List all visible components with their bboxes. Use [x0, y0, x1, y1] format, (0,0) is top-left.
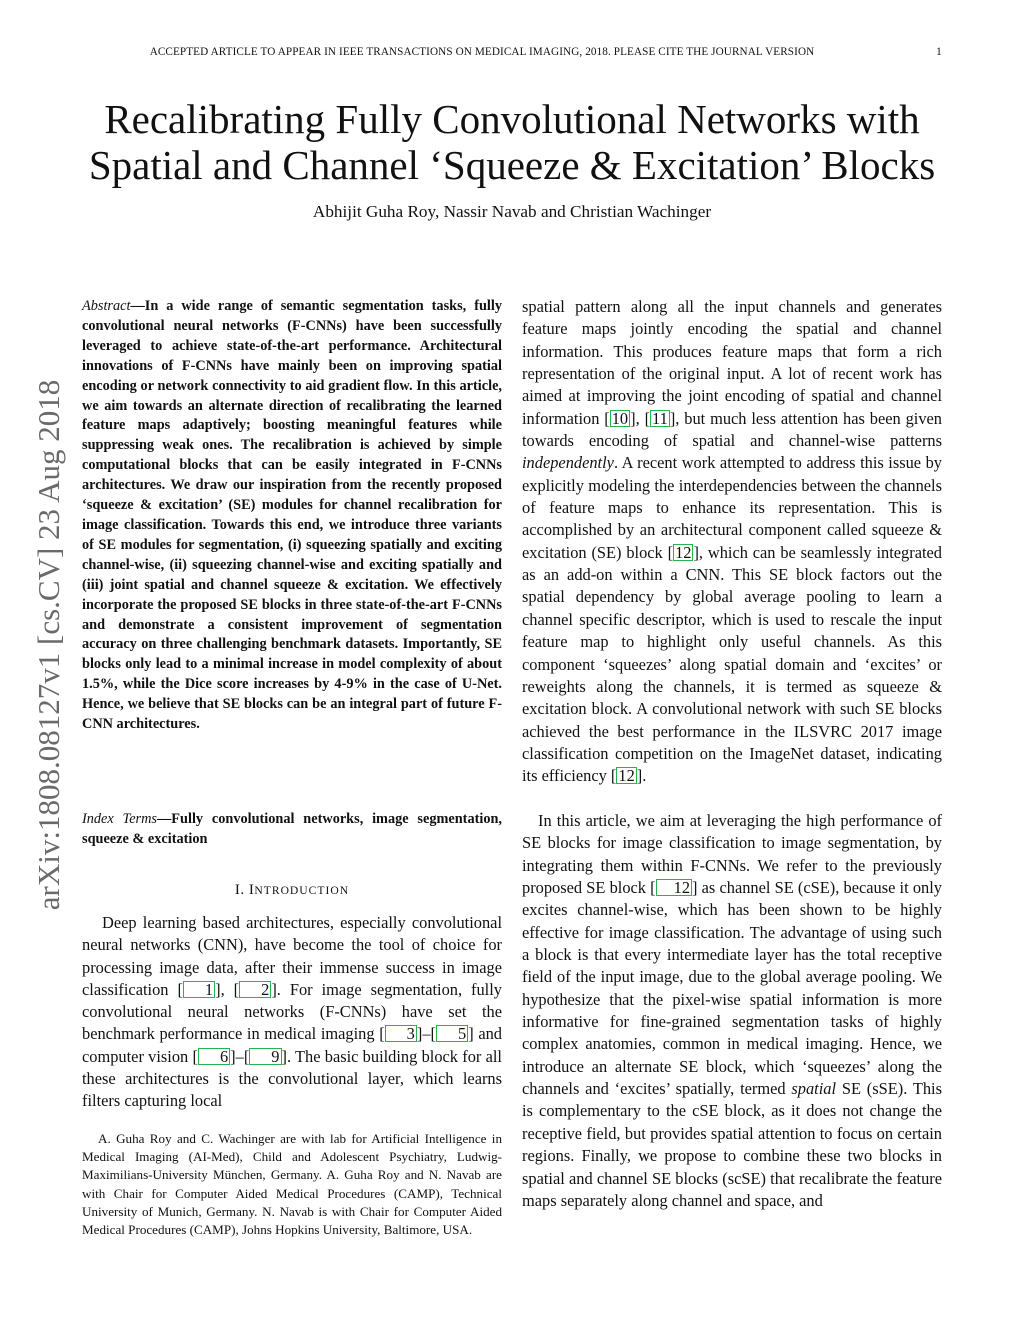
citation-link[interactable]: 12 [618, 766, 635, 786]
emphasis-text: spatial [791, 1079, 837, 1099]
body-text: SE (sSE). This is complementary to the cSE block, as it does not change the receptive field, but provides spatial attention to focus on certain regions. Finally, we propose to combine these two blocks in spatial and channel SE blocks (scSE) that recalibrate the feature maps separately along channel and space, and [522, 1079, 942, 1210]
section-heading-introduction [82, 882, 502, 899]
intro-paragraph: Deep learning based architectures, especially convolutional neural networks (CNN), have become the tool of choice for processing image data, after their immense success in image classification [ 1 ], [ 2 ]. For image segmentation, fully convolutional neural networks (F-CNNs) have set the benchmark performance in medical imaging [ 3 ]–[ 5 ] and computer vision [ 6 ]–[ 9 ]. The basic building block for all these architectures is the convolutional layer, which learns filters capturing local [82, 913, 502, 1111]
citation-link[interactable]: 6 [198, 1048, 230, 1065]
body-text: . [642, 766, 647, 786]
section-numeral: I. I [234, 882, 255, 898]
body-text: , which can be seamlessly integrated as an add-on within a CNN. This SE block factors out the spatial dependency by global average pooling to learn a channel specific descriptor, which is used to rescale the input feature map to highlight only useful channels. As this component ‘squeezes’ along spatial domain and ‘excites’ or reweights along the channels, it is termed as squeeze & excitation block. A convolutional network with such SE blocks achieved the best performance in the ILSVRC 2017 image classification competition on the ImageNet dataset, indicating its efficiency [522, 542, 942, 786]
body-text: spatial pattern along all the input channels and generates feature maps jointly encoding the spatial and channel information. This produces feature maps that form a rich representation of the original input. A lot of recent work has aimed at improving the joint encoding of spatial and channel information [522, 297, 942, 428]
emphasis-text: independently [522, 453, 614, 473]
abstract-text: —In a wide range of semantic segmentation tasks, fully convolutional neural networks (F-CNNs) have been successfully leveraged to achieve state-of-the-art performance. Architectural innovations of F-CNNs have mainly been on improving spatial encoding or network connectivity to aid gradient flow. In this article, we aim towards an alternate direction of recalibrating the learned feature maps adaptively; boosting meaningful features while suppressing weak ones. The recalibration is achieved by simple computational blocks that can be easily integrated in F-CNNs architectures. We draw our inspiration from the recently proposed ‘squeeze & excitation’ (SE) modules for channel recalibration for image classification. Towards this end, we introduce three variants of SE modules for segmentation, (i) squeezing spatially and exciting channel-wise, (ii) squeezing channel-wise and exciting spatially and (iii) joint spatial and channel squeeze & excitation. We effectively incorporate the proposed SE blocks in three state-of-the-art F-CNNs and demonstrate a consistent improvement of segmentation accuracy on three challenging benchmark datasets. Importantly, SE blocks only lead to a minimal increase in model complexity of about 1.5%, while the Dice score increases by 4-9% in the case of U-Net. Hence, we believe that SE blocks can be an integral part of future F-CNN architectures. [82, 298, 502, 733]
intro-text: – [422, 1024, 431, 1044]
citation-link[interactable]: 11 [652, 408, 668, 428]
intro-text: – [235, 1046, 244, 1066]
citation-link[interactable]: 12 [656, 879, 692, 896]
author-list: Abhijit Guha Roy, Nassir Navab and Christian Wachinger [312, 202, 712, 221]
abstract-label: Abstract [82, 298, 131, 314]
intro-text: . The basic building block for all these architectures is the convolutional layer, which learns filters capturing local [82, 1046, 502, 1111]
right-paragraph-1: spatial pattern along all the input channels and generates feature maps jointly encoding the spatial and channel information. This produces feature maps that form a rich representation of the original input. A lot of recent work has aimed at improving the joint encoding of spatial and channel information [ 10 ], [ 11 ], but much less attention has been given towards encoding of spatial and channel-wise patterns independently. A recent work attempted to address this issue by explicitly modeling the interdependencies between the channels of feature maps to enhance its representation. This is accomplished by an architectural component called squeeze & excitation (SE) block [ 12 ], which can be seamlessly integrated as an add-on within a CNN. This SE block factors out the spatial dependency by global average pooling to learn a channel specific descriptor, which is used to rescale the input feature map to highlight only useful channels. As this component ‘squeezes’ along spatial domain and ‘excites’ or reweights along the channels, it is termed as squeeze & excitation block. A convolutional network with such SE blocks achieved the best performance in the ILSVRC 2017 image classification competition on the ImageNet dataset, indicating its efficiency [ 12 ]. [522, 297, 942, 786]
affiliation-footnote: A. Guha Roy and C. Wachinger are with lab for Artificial Intelligence in Medical Imaging (AI-Med), Child and Adolescent Psychiatry, Ludwig-Maximilians-University München, Germany. A. Guha Roy and N. Navab are with Chair for Computer Aided Medical Procedures (CAMP), Technical University of Munich, Germany. N. Navab is with Chair for Computer Aided Medical Procedures (CAMP), Johns Hopkins University, Baltimore, USA. [82, 1131, 502, 1238]
index-terms-label: Index Terms [82, 811, 157, 827]
paper-title-line-1: Recalibrating Fully Convolutional Networks with [104, 96, 920, 142]
right-paragraph-2: In this article, we aim at leveraging the high performance of SE blocks for image classification to image segmentation, by integrating them within F-CNNs. We refer to the previously proposed SE block [ 12 ] as channel SE (cSE), because it only excites channel-wise, which has been shown to be highly effective for image classification. The advantage of using such a block is that every intermediate layer has the total receptive field of the input image, due to the global average pooling. We hypothesize that the pixel-wise spatial information is more informative for fine-grained segmentation tasks of highly complex anatomies, common in medical imaging. Hence, we introduce an alternate SE block, which ‘squeezes’ along the channels and ‘excites’ spatially, termed spatial SE (sSE). This is complementary to the cSE block, as it does not change the receptive field, but provides spatial attention to focus on certain regions. Finally, we propose to combine these two blocks in spatial and channel SE blocks (scSE) that recalibrate the feature maps separately along channel and space, and [522, 811, 942, 1210]
citation-link[interactable]: 3 [385, 1025, 417, 1042]
running-title: ACCEPTED ARTICLE TO APPEAR IN IEEE TRANSACTIONS ON MEDICAL IMAGING, 2018. PLEASE CITE THE JOURNAL VERSION [149, 46, 815, 58]
citation-link[interactable]: 2 [239, 981, 271, 998]
intro-text: , [220, 979, 234, 999]
body-text: as channel SE (cSE), because it only excites channel-wise, which has been shown to be highly effective for image classification. The advantage of using such a block is that every intermediate layer has the total receptive field of the input image, due to the global average pooling. We hypothesize that the pixel-wise spatial information is more informative for fine-grained segmentation tasks of highly complex anatomies, common in medical imaging. Hence, we introduce an alternate SE block, which ‘squeezes’ along the channels and ‘excites’ spatially, termed [522, 878, 942, 1099]
section-title: NTRODUCTION [254, 884, 350, 897]
body-text: , [635, 408, 645, 428]
index-terms-text: —Fully convolutional networks, image segmentation, squeeze & excitation [82, 811, 502, 847]
abstract [82, 297, 502, 735]
body-text: , but much less attention has been given towards encoding of spatial and channel-wise patterns [522, 408, 942, 451]
body-text: . A recent work attempted to address this issue by explicitly modeling the interdependencies between the channels of feature maps to enhance its representation. This is accomplished by an architectural component called squeeze & excitation (SE) block [522, 453, 942, 562]
paper-title-line-2: Spatial and Channel ‘Squeeze & Excitation’ Blocks [88, 142, 936, 188]
citation-link[interactable]: 1 [183, 981, 215, 998]
intro-text: and computer vision [82, 1024, 502, 1066]
citation-link[interactable]: 9 [249, 1048, 281, 1065]
arxiv-watermark: arXiv:1808.08127v1 [cs.CV] 23 Aug 2018 [31, 379, 66, 911]
citation-link[interactable]: 10 [611, 408, 629, 428]
citation-link[interactable]: 12 [675, 542, 692, 562]
running-header [0, 46, 1024, 62]
intro-text: . For image segmentation, fully convolutional neural networks (F-CNNs) have set the benchmark performance in medical imaging [82, 979, 502, 1044]
index-terms [82, 810, 502, 850]
body-text: In this article, we aim at leveraging the high performance of SE blocks for image classification to image segmentation, by integrating them within F-CNNs. We refer to the previously proposed SE block [522, 811, 942, 898]
page-number: 1 [936, 46, 942, 58]
citation-link[interactable]: 5 [436, 1025, 468, 1042]
intro-text: Deep learning based architectures, especially convolutional neural networks (CNN), have become the tool of choice for processing image data, after their immense success in image classification [82, 913, 502, 999]
